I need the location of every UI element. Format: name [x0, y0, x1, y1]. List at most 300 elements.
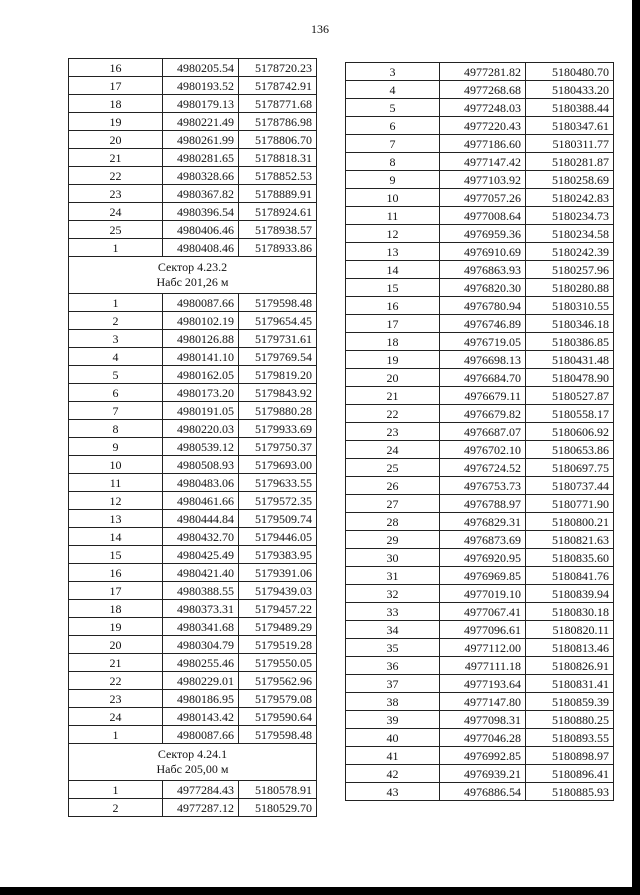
- table-row: [346, 531, 614, 549]
- coord-x: 4977019.10: [440, 585, 526, 603]
- coord-y: 5178806.70: [239, 131, 317, 149]
- table-row: [346, 747, 614, 765]
- table-row: [69, 781, 317, 799]
- table-row: [69, 546, 317, 564]
- table-row: [69, 149, 317, 167]
- point-number: 7: [69, 402, 163, 420]
- coord-x: 4977098.31: [440, 711, 526, 729]
- point-number: 13: [346, 243, 440, 261]
- coord-x: 4980126.88: [163, 330, 239, 348]
- point-number: 1: [69, 294, 163, 312]
- coord-x: 4977147.80: [440, 693, 526, 711]
- coord-y: 5178938.57: [239, 221, 317, 239]
- table-row: [346, 549, 614, 567]
- table-row: [69, 708, 317, 726]
- coord-x: 4976788.97: [440, 495, 526, 513]
- point-number: 12: [346, 225, 440, 243]
- coord-x: 4977067.41: [440, 603, 526, 621]
- coord-x: 4980341.68: [163, 618, 239, 636]
- coord-x: 4976698.13: [440, 351, 526, 369]
- coord-y: 5180898.97: [526, 747, 614, 765]
- coord-y: 5178771.68: [239, 95, 317, 113]
- coord-y: 5180737.44: [526, 477, 614, 495]
- table-row: [346, 315, 614, 333]
- coord-y: 5180820.11: [526, 621, 614, 639]
- table-row: [346, 99, 614, 117]
- point-number: 35: [346, 639, 440, 657]
- point-number: 22: [69, 167, 163, 185]
- coord-x: 4980421.40: [163, 564, 239, 582]
- coord-x: 4976886.54: [440, 783, 526, 801]
- coord-x: 4980388.55: [163, 582, 239, 600]
- table-row: [346, 81, 614, 99]
- point-number: 4: [346, 81, 440, 99]
- point-number: 3: [346, 63, 440, 81]
- table-row: [346, 765, 614, 783]
- point-number: 15: [69, 546, 163, 564]
- coord-y: 5179391.06: [239, 564, 317, 582]
- point-number: 17: [69, 77, 163, 95]
- table-row: [346, 333, 614, 351]
- table-row: [346, 279, 614, 297]
- table-row: [69, 528, 317, 546]
- table-row: [69, 654, 317, 672]
- table-row: [69, 456, 317, 474]
- coord-x: 4976719.05: [440, 333, 526, 351]
- coord-y: 5180431.48: [526, 351, 614, 369]
- coord-x: 4976863.93: [440, 261, 526, 279]
- coord-y: 5180242.83: [526, 189, 614, 207]
- table-row: [346, 225, 614, 243]
- coordinates-table-left: [68, 58, 317, 817]
- coord-x: 4977112.00: [440, 639, 526, 657]
- coord-y: 5179550.05: [239, 654, 317, 672]
- coord-x: 4976820.30: [440, 279, 526, 297]
- point-number: 20: [69, 131, 163, 149]
- coord-x: 4980193.52: [163, 77, 239, 95]
- coord-x: 4976753.73: [440, 477, 526, 495]
- coord-y: 5179383.95: [239, 546, 317, 564]
- coord-y: 5180388.44: [526, 99, 614, 117]
- table-row: [69, 726, 317, 744]
- point-number: 21: [69, 149, 163, 167]
- table-row: [69, 582, 317, 600]
- point-number: 2: [69, 312, 163, 330]
- coord-x: 4977220.43: [440, 117, 526, 135]
- coord-x: 4976679.11: [440, 387, 526, 405]
- coord-y: 5180257.96: [526, 261, 614, 279]
- coord-y: 5179572.35: [239, 492, 317, 510]
- coord-y: 5178786.98: [239, 113, 317, 131]
- coord-y: 5179439.03: [239, 582, 317, 600]
- coord-x: 4977248.03: [440, 99, 526, 117]
- table-row: [69, 312, 317, 330]
- point-number: 27: [346, 495, 440, 513]
- point-number: 5: [346, 99, 440, 117]
- coord-y: 5179880.28: [239, 402, 317, 420]
- table-row: [69, 402, 317, 420]
- table-row: [69, 203, 317, 221]
- point-number: 9: [69, 438, 163, 456]
- table-row: [69, 221, 317, 239]
- point-number: 18: [69, 95, 163, 113]
- coord-x: 4977096.61: [440, 621, 526, 639]
- coord-x: 4976687.07: [440, 423, 526, 441]
- coord-x: 4980143.42: [163, 708, 239, 726]
- point-number: 38: [346, 693, 440, 711]
- point-number: 22: [69, 672, 163, 690]
- coord-y: 5180234.73: [526, 207, 614, 225]
- scan-border-bottom: [0, 887, 640, 895]
- coord-x: 4976746.89: [440, 315, 526, 333]
- coord-y: 5180310.55: [526, 297, 614, 315]
- table-row: [69, 618, 317, 636]
- coord-y: 5178742.91: [239, 77, 317, 95]
- point-number: 16: [69, 59, 163, 77]
- section-title: Сектор 4.23.2: [157, 260, 228, 274]
- coord-y: 5180841.76: [526, 567, 614, 585]
- point-number: 24: [69, 708, 163, 726]
- point-number: 19: [69, 618, 163, 636]
- point-number: 19: [69, 113, 163, 131]
- point-number: 23: [346, 423, 440, 441]
- point-number: 3: [69, 330, 163, 348]
- table-row: [346, 495, 614, 513]
- coord-y: 5179446.05: [239, 528, 317, 546]
- table-row: [346, 405, 614, 423]
- coord-x: 4977193.64: [440, 675, 526, 693]
- coord-y: 5178818.31: [239, 149, 317, 167]
- table-row: [346, 63, 614, 81]
- point-number: 2: [69, 799, 163, 817]
- coord-y: 5180893.55: [526, 729, 614, 747]
- table-row: [69, 95, 317, 113]
- coord-y: 5180346.18: [526, 315, 614, 333]
- page-number: 136: [311, 22, 329, 36]
- table-row: [346, 207, 614, 225]
- coord-y: 5180835.60: [526, 549, 614, 567]
- table-row: [346, 477, 614, 495]
- coord-y: 5178889.91: [239, 185, 317, 203]
- coord-x: 4977057.26: [440, 189, 526, 207]
- coord-x: 4980087.66: [163, 294, 239, 312]
- coord-y: 5179509.74: [239, 510, 317, 528]
- coord-y: 5178933.86: [239, 239, 317, 257]
- point-number: 17: [69, 582, 163, 600]
- coord-y: 5179750.37: [239, 438, 317, 456]
- point-number: 11: [346, 207, 440, 225]
- coord-y: 5180242.39: [526, 243, 614, 261]
- table-row: [346, 783, 614, 801]
- table-row: [69, 185, 317, 203]
- point-number: 22: [346, 405, 440, 423]
- point-number: 16: [346, 297, 440, 315]
- coord-y: 5180280.88: [526, 279, 614, 297]
- coord-x: 4980173.20: [163, 384, 239, 402]
- coord-x: 4980367.82: [163, 185, 239, 203]
- point-number: 9: [346, 171, 440, 189]
- point-number: 32: [346, 585, 440, 603]
- coord-x: 4980179.13: [163, 95, 239, 113]
- coord-y: 5180896.41: [526, 765, 614, 783]
- coord-y: 5180885.93: [526, 783, 614, 801]
- coord-x: 4980539.12: [163, 438, 239, 456]
- point-number: 33: [346, 603, 440, 621]
- table-row: [346, 423, 614, 441]
- point-number: 11: [69, 474, 163, 492]
- table-row: [346, 693, 614, 711]
- table-row: [346, 189, 614, 207]
- point-number: 6: [69, 384, 163, 402]
- table-row: [346, 459, 614, 477]
- coord-x: 4976829.31: [440, 513, 526, 531]
- section-title: Сектор 4.24.1: [157, 747, 228, 761]
- coord-y: 5180347.61: [526, 117, 614, 135]
- section-subtitle: Набс 201,26 м: [156, 275, 229, 289]
- point-number: 24: [69, 203, 163, 221]
- coord-y: 5180821.63: [526, 531, 614, 549]
- coord-x: 4976724.52: [440, 459, 526, 477]
- coord-x: 4976873.69: [440, 531, 526, 549]
- coord-y: 5179598.48: [239, 294, 317, 312]
- point-number: 1: [69, 239, 163, 257]
- table-row: [346, 243, 614, 261]
- coord-y: 5180478.90: [526, 369, 614, 387]
- point-number: 6: [346, 117, 440, 135]
- table-row: [346, 729, 614, 747]
- table-row: [346, 351, 614, 369]
- scan-border-right: [632, 0, 640, 895]
- coord-x: 4976992.85: [440, 747, 526, 765]
- table-row: [346, 711, 614, 729]
- coord-x: 4980396.54: [163, 203, 239, 221]
- coord-y: 5180880.25: [526, 711, 614, 729]
- point-number: 28: [346, 513, 440, 531]
- point-number: 23: [69, 690, 163, 708]
- coord-x: 4980141.10: [163, 348, 239, 366]
- table-row: [346, 441, 614, 459]
- table-row: [346, 585, 614, 603]
- coord-x: 4977186.60: [440, 135, 526, 153]
- point-number: 13: [69, 510, 163, 528]
- section-header: [69, 744, 317, 781]
- coord-y: 5180578.91: [239, 781, 317, 799]
- table-row: [69, 492, 317, 510]
- coord-x: 4980162.05: [163, 366, 239, 384]
- point-number: 24: [346, 441, 440, 459]
- coord-x: 4976920.95: [440, 549, 526, 567]
- table-row: [69, 294, 317, 312]
- coord-x: 4980221.49: [163, 113, 239, 131]
- coord-x: 4980205.54: [163, 59, 239, 77]
- coord-x: 4977103.92: [440, 171, 526, 189]
- point-number: 10: [69, 456, 163, 474]
- coord-y: 5179843.92: [239, 384, 317, 402]
- point-number: 23: [69, 185, 163, 203]
- table-row: [69, 510, 317, 528]
- coord-y: 5180800.21: [526, 513, 614, 531]
- point-number: 20: [69, 636, 163, 654]
- coord-x: 4980408.46: [163, 239, 239, 257]
- table-row: [69, 348, 317, 366]
- table-row: [69, 600, 317, 618]
- coord-y: 5180527.87: [526, 387, 614, 405]
- coord-y: 5179769.54: [239, 348, 317, 366]
- coord-y: 5180529.70: [239, 799, 317, 817]
- point-number: 18: [69, 600, 163, 618]
- coord-y: 5179519.28: [239, 636, 317, 654]
- coord-y: 5178720.23: [239, 59, 317, 77]
- coord-y: 5179579.08: [239, 690, 317, 708]
- point-number: 37: [346, 675, 440, 693]
- coord-y: 5180258.69: [526, 171, 614, 189]
- point-number: 8: [346, 153, 440, 171]
- table-row: [346, 621, 614, 639]
- coord-y: 5179731.61: [239, 330, 317, 348]
- coord-x: 4980261.99: [163, 131, 239, 149]
- point-number: 21: [69, 654, 163, 672]
- coord-x: 4980229.01: [163, 672, 239, 690]
- point-number: 15: [346, 279, 440, 297]
- coord-x: 4980281.65: [163, 149, 239, 167]
- table-row: [69, 384, 317, 402]
- table-row: [69, 113, 317, 131]
- point-number: 29: [346, 531, 440, 549]
- coord-x: 4977287.12: [163, 799, 239, 817]
- coord-y: 5179590.64: [239, 708, 317, 726]
- coord-x: 4980328.66: [163, 167, 239, 185]
- point-number: 14: [69, 528, 163, 546]
- coord-y: 5180839.94: [526, 585, 614, 603]
- point-number: 1: [69, 726, 163, 744]
- point-number: 21: [346, 387, 440, 405]
- coord-x: 4980432.70: [163, 528, 239, 546]
- coord-y: 5179654.45: [239, 312, 317, 330]
- coord-y: 5180311.77: [526, 135, 614, 153]
- table-row: [346, 171, 614, 189]
- coord-x: 4980444.84: [163, 510, 239, 528]
- coord-y: 5180653.86: [526, 441, 614, 459]
- coord-y: 5179633.55: [239, 474, 317, 492]
- table-row: [69, 636, 317, 654]
- table-row: [69, 474, 317, 492]
- coord-x: 4980191.05: [163, 402, 239, 420]
- point-number: 16: [69, 564, 163, 582]
- coord-y: 5180234.58: [526, 225, 614, 243]
- coord-y: 5180281.87: [526, 153, 614, 171]
- table-row: [69, 672, 317, 690]
- coord-x: 4977147.42: [440, 153, 526, 171]
- coord-x: 4980373.31: [163, 600, 239, 618]
- coord-y: 5180606.92: [526, 423, 614, 441]
- section-subtitle: Набс 205,00 м: [156, 762, 229, 776]
- coord-x: 4980186.95: [163, 690, 239, 708]
- coord-x: 4980102.19: [163, 312, 239, 330]
- coord-y: 5178924.61: [239, 203, 317, 221]
- table-row: [346, 297, 614, 315]
- coord-x: 4976969.85: [440, 567, 526, 585]
- coord-x: 4980425.49: [163, 546, 239, 564]
- point-number: 39: [346, 711, 440, 729]
- coord-x: 4980406.46: [163, 221, 239, 239]
- coord-y: 5180558.17: [526, 405, 614, 423]
- point-number: 40: [346, 729, 440, 747]
- coord-x: 4980220.03: [163, 420, 239, 438]
- coord-y: 5179562.96: [239, 672, 317, 690]
- table-row: [69, 77, 317, 95]
- point-number: 25: [346, 459, 440, 477]
- table-row: [346, 387, 614, 405]
- coord-y: 5180813.46: [526, 639, 614, 657]
- coord-x: 4980508.93: [163, 456, 239, 474]
- table-row: [69, 420, 317, 438]
- point-number: 25: [69, 221, 163, 239]
- coordinates-table-right: [345, 62, 614, 801]
- table-row: [69, 799, 317, 817]
- table-row: [346, 639, 614, 657]
- point-number: 5: [69, 366, 163, 384]
- point-number: 1: [69, 781, 163, 799]
- table-row: [346, 603, 614, 621]
- table-row: [346, 675, 614, 693]
- coord-x: 4980304.79: [163, 636, 239, 654]
- table-row: [346, 153, 614, 171]
- coord-y: 5180433.20: [526, 81, 614, 99]
- point-number: 31: [346, 567, 440, 585]
- point-number: 14: [346, 261, 440, 279]
- coord-x: 4977046.28: [440, 729, 526, 747]
- table-row: [346, 261, 614, 279]
- coord-x: 4977008.64: [440, 207, 526, 225]
- table-row: [346, 135, 614, 153]
- section-header-row: [69, 744, 317, 781]
- coord-x: 4977268.68: [440, 81, 526, 99]
- point-number: 42: [346, 765, 440, 783]
- coord-y: 5180826.91: [526, 657, 614, 675]
- coord-x: 4980483.06: [163, 474, 239, 492]
- coord-y: 5180480.70: [526, 63, 614, 81]
- table-row: [69, 366, 317, 384]
- point-number: 41: [346, 747, 440, 765]
- coord-x: 4976679.82: [440, 405, 526, 423]
- coord-y: 5180830.18: [526, 603, 614, 621]
- table-row: [69, 330, 317, 348]
- table-row: [346, 513, 614, 531]
- table-row: [69, 564, 317, 582]
- table-row: [346, 117, 614, 135]
- point-number: 30: [346, 549, 440, 567]
- coord-x: 4976684.70: [440, 369, 526, 387]
- coord-x: 4976939.21: [440, 765, 526, 783]
- table-row: [69, 131, 317, 149]
- table-row: [69, 239, 317, 257]
- coord-y: 5179933.69: [239, 420, 317, 438]
- coord-x: 4976780.94: [440, 297, 526, 315]
- coord-y: 5179598.48: [239, 726, 317, 744]
- table-row: [69, 690, 317, 708]
- table-row: [346, 369, 614, 387]
- coord-x: 4977284.43: [163, 781, 239, 799]
- coord-x: 4976910.69: [440, 243, 526, 261]
- table-row: [69, 167, 317, 185]
- coord-x: 4980255.46: [163, 654, 239, 672]
- coord-x: 4977111.18: [440, 657, 526, 675]
- coord-y: 5179693.00: [239, 456, 317, 474]
- coord-x: 4977281.82: [440, 63, 526, 81]
- point-number: 34: [346, 621, 440, 639]
- coord-x: 4980461.66: [163, 492, 239, 510]
- coord-y: 5179489.29: [239, 618, 317, 636]
